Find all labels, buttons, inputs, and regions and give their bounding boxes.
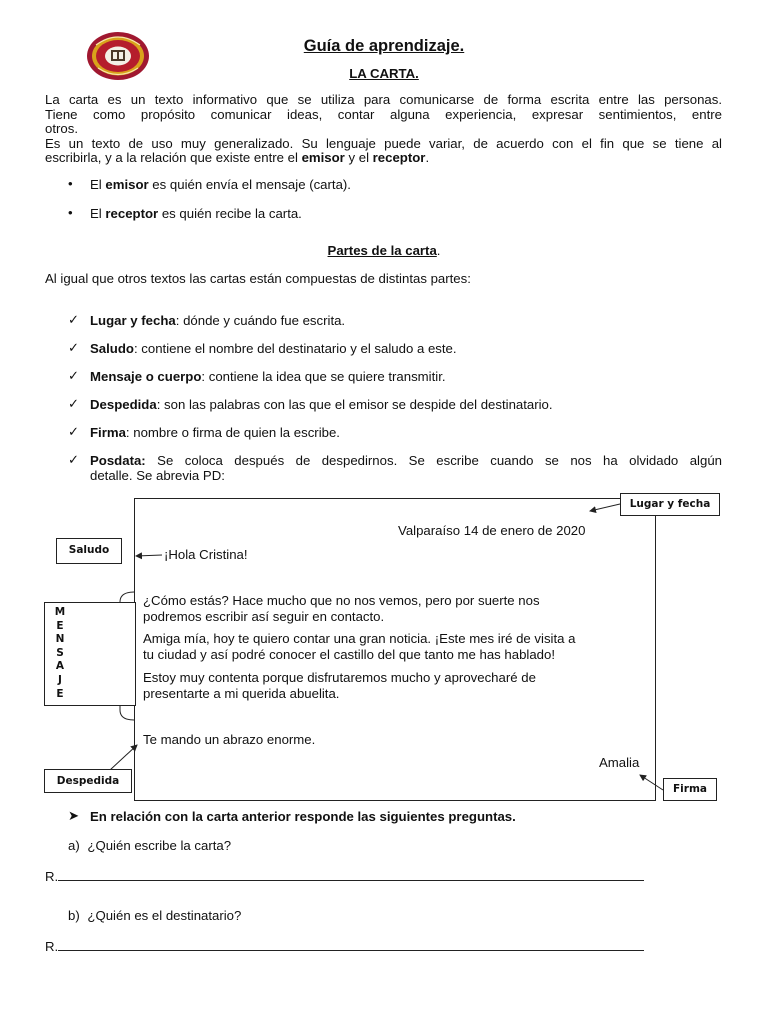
answer-blank[interactable] (58, 867, 644, 881)
label-mensaje (44, 602, 136, 706)
letter-body (143, 670, 643, 701)
text-span: y el (344, 150, 373, 165)
bullet-dot-icon: • (68, 176, 73, 191)
question-marker: a) (68, 838, 80, 853)
part-desc: : contiene la idea que se quiere transmitir. (201, 369, 446, 384)
letter-line: presentarte a mi querida abuelita. (143, 685, 340, 701)
letter-greeting: ¡Hola Cristina! (164, 547, 248, 562)
label-saludo: Saludo (56, 538, 122, 564)
part-term: Lugar y fecha (90, 313, 176, 328)
text-span: El (90, 206, 106, 221)
question-text: ¿Quién es el destinatario? (87, 908, 242, 923)
question-marker: b) (68, 908, 80, 923)
mensaje-letter: S (56, 646, 64, 659)
checkmark-icon: ✓ (68, 368, 80, 383)
part-term: Saludo (90, 341, 134, 356)
receptor-term: receptor (372, 150, 426, 165)
mensaje-letter: J (58, 673, 62, 686)
mensaje-letter: N (55, 633, 65, 646)
label-firma: Firma (663, 778, 717, 801)
question-text: ¿Quién escribe la carta? (87, 838, 232, 853)
answer-line[interactable] (45, 937, 644, 954)
parts-heading-text: Partes de la carta (327, 243, 437, 258)
letter-closing: Te mando un abrazo enorme. (143, 732, 316, 747)
despedida-arrow (110, 745, 137, 770)
letter-line: tu ciudad y así podré conocer el castillo del que tanto me has hablado! (143, 646, 556, 662)
text-span: escribirla, y a la relación que existe entre el (45, 150, 302, 165)
text-span: . (425, 150, 430, 165)
emisor-term: emisor (301, 150, 345, 165)
arrow-bullet-icon: ➤ (68, 808, 80, 823)
intro-line: Es un texto de uso muy generalizado. Su lenguaje puede variar, de acuerdo con el fin que se tiene al (45, 135, 722, 151)
checkmark-icon: ✓ (68, 396, 80, 411)
intro-line: otros. (45, 121, 78, 136)
letter-signature: Amalia (599, 755, 640, 770)
page-title: Guía de aprendizaje. (303, 37, 465, 55)
checkmark-icon: ✓ (68, 340, 80, 355)
part-term: Posdata: (90, 453, 146, 468)
mensaje-letter: A (55, 660, 65, 673)
mensaje-letter: E (56, 619, 64, 632)
part-term: Despedida (90, 397, 157, 412)
page-subtitle: LA CARTA. (349, 66, 419, 81)
answer-blank[interactable] (58, 937, 644, 951)
bullet-term: receptor (105, 206, 159, 221)
mensaje-letter: E (56, 687, 64, 700)
letter-body (143, 593, 643, 624)
firma-arrow (640, 775, 663, 790)
answer-line[interactable] (45, 867, 644, 884)
part-term: Mensaje o cuerpo (90, 369, 202, 384)
intro-line: Tiene como propósito comunicar ideas, contar alguna experiencia, expresar sentimientos, entre (45, 106, 722, 122)
letter-line: podremos escribir así seguir en contacto. (143, 608, 385, 624)
mensaje-letter: M (54, 606, 66, 618)
checkmark-icon: ✓ (68, 312, 80, 327)
answer-prefix: R. (45, 939, 59, 954)
label-despedida: Despedida (44, 769, 132, 793)
text-span: . (436, 243, 441, 258)
question-item (68, 839, 231, 854)
part-desc: detalle. Se abrevia PD: (90, 467, 225, 483)
lugar-fecha-arrow (590, 504, 620, 511)
part-desc: : dónde y cuándo fue escrita. (175, 313, 346, 328)
question-item (68, 909, 241, 924)
intro-line: La carta es un texto informativo que se utiliza para comunicarse de forma escrita entre las personas. (45, 92, 722, 107)
part-desc: : nombre o firma de quien la escribe. (125, 425, 340, 440)
text-span: es quién recibe la carta. (158, 206, 302, 221)
part-desc: Se coloca después de despedirnos. Se escribe cuando se nos ha olvidado algún (145, 453, 722, 468)
checkmark-icon: ✓ (68, 424, 80, 439)
text-span: es quién envía el mensaje (carta). (148, 177, 351, 192)
part-desc: : son las palabras con las que el emisor se despide del destinatario. (156, 397, 553, 412)
letter-line: Estoy muy contenta porque disfrutaremos mucho y aprovecharé de (143, 670, 536, 685)
instruction-text: En relación con la carta anterior responde las siguientes preguntas. (90, 809, 516, 824)
text-span: El (90, 177, 106, 192)
letter-line: ¿Cómo estás? Hace mucho que no nos vemos, pero por suerte nos (143, 593, 540, 608)
checkmark-icon: ✓ (68, 452, 80, 467)
bullet-dot-icon: • (68, 205, 73, 220)
letter-place-date: Valparaíso 14 de enero de 2020 (398, 523, 586, 538)
letter-line: Amiga mía, hoy te quiero contar una gran noticia. ¡Este mes iré de visita a (143, 631, 576, 646)
letter-body (143, 631, 643, 662)
part-term: Firma (90, 425, 126, 440)
bullet-term: emisor (105, 177, 149, 192)
part-desc: : contiene el nombre del destinatario y el saludo a este. (133, 341, 457, 356)
saludo-arrow (136, 555, 162, 556)
parts-intro: Al igual que otros textos las cartas están compuestas de distintas partes: (45, 271, 471, 286)
answer-prefix: R. (45, 869, 59, 884)
label-lugar-fecha: Lugar y fecha (620, 493, 720, 516)
